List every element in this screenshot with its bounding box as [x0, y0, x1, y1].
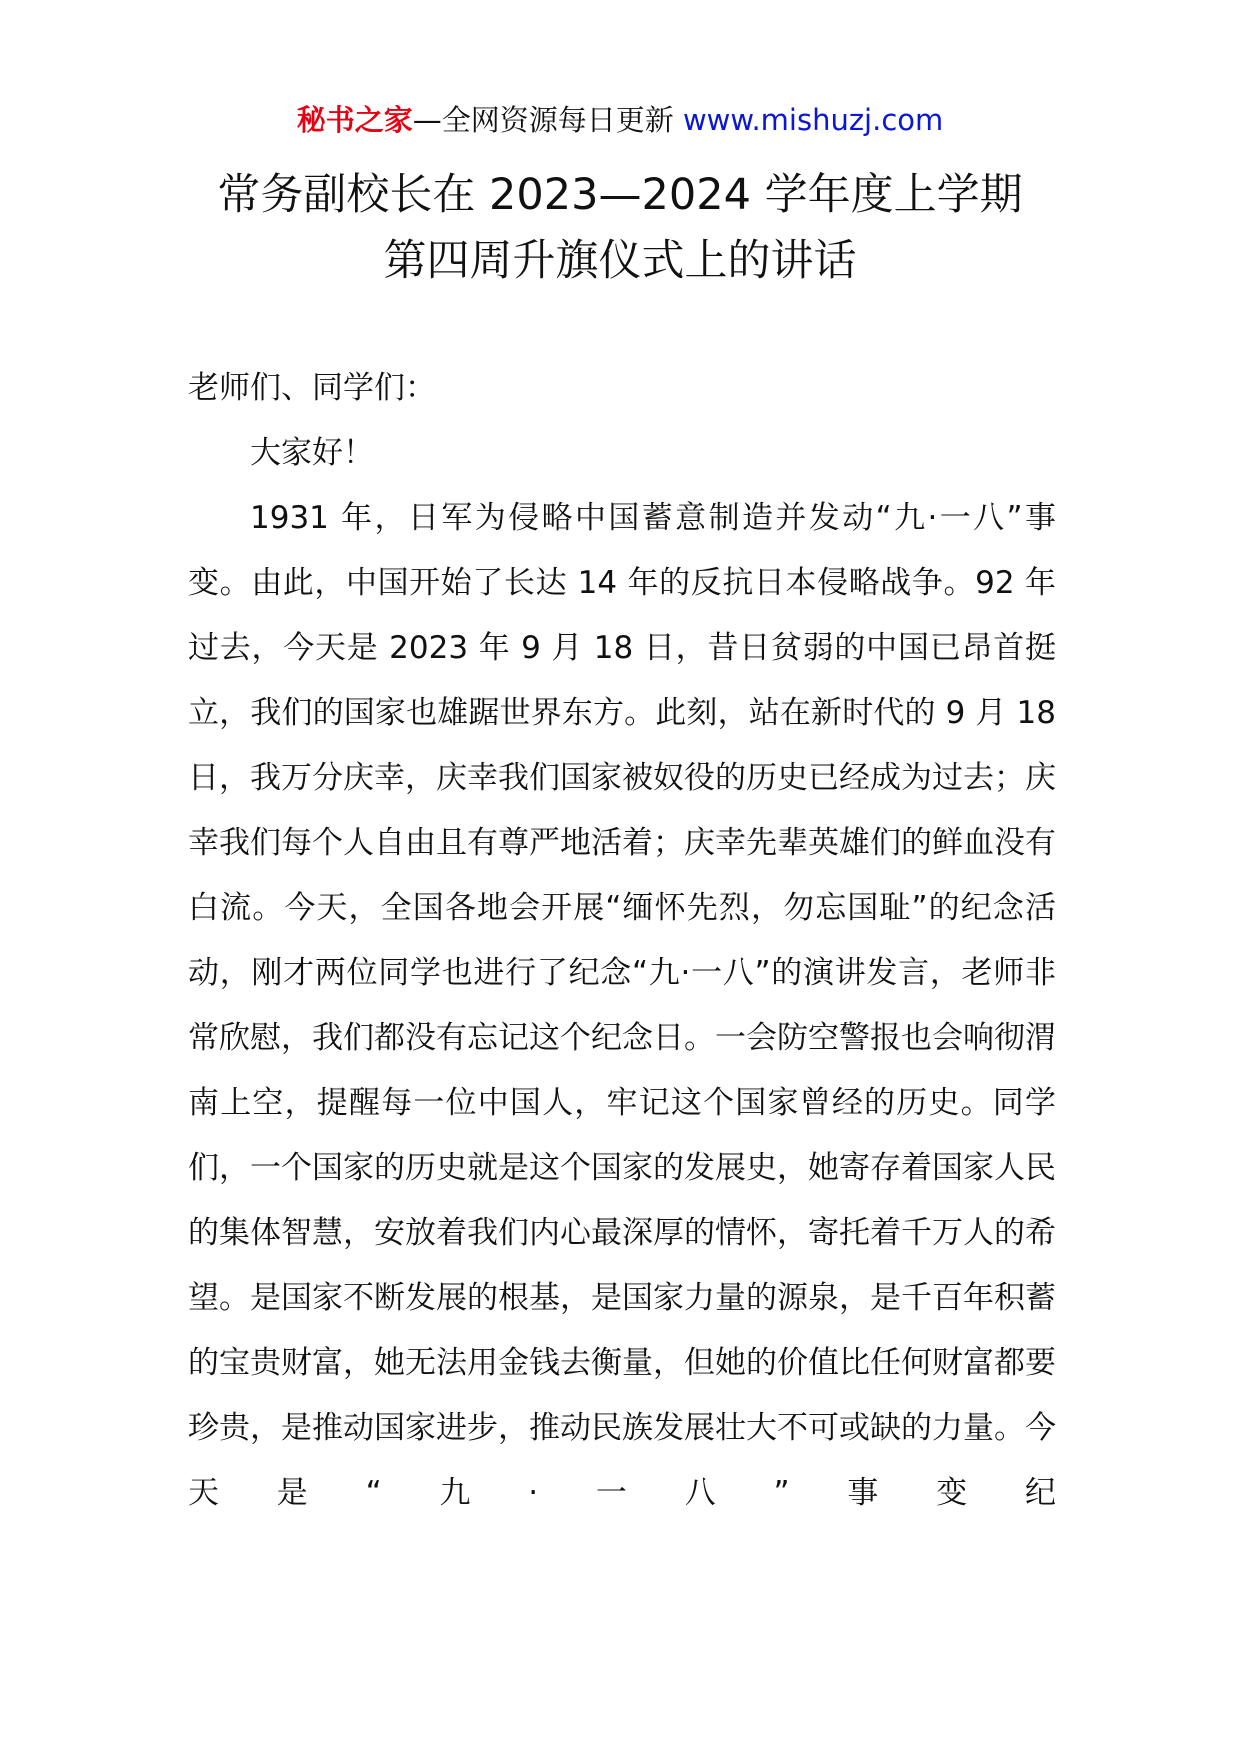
site-header — [0, 100, 1240, 140]
header-tagline: —全网资源每日更新 — [412, 103, 674, 137]
greeting: 大家好！ — [250, 435, 374, 471]
title-line-2: 第四周升旗仪式上的讲话 — [383, 236, 857, 286]
body-paragraph: 1931 年，日军为侵略中国蓄意制造并发动“九·一八”事变。由此，中国开始了长达 14 年的反抗日本侵略战争。92 年过去，今天是 2023 年 9 月 18 日，昔日贫弱的中国已昂首挺立，我们的国家也雄踞世界东方。此刻，站在新时代的 9 月 18 日，我万分庆幸，庆幸我们国家被奴役的历史已经成为过去；庆幸我们每个人自由且有尊严地活着；庆幸先辈英雄们的鲜血没有白流。今天，全国各地会开展“缅怀先烈，勿忘国耻”的纪念活动，刚才两位同学也进行了纪念“九·一八”的演讲发言，老师非常欣慰，我们都没有忘记这个纪念日。一会防空警报也会响彻渭南上空，提醒每一位中国人，牢记这个国家曾经的历史。同学们，一个国家的历史就是这个国家的发展史，她寄存着国家人民的集体智慧，安放着我们内心最深厚的情怀，寄托着千万人的希望。是国家不断发展的根基，是国家力量的源泉，是千百年积蓄的宝贵财富，她无法用金钱去衡量，但她的价值比任何财富都要珍贵，是推动国家进步，推动民族发展壮大不可或缺的力量。今天是“九·一八”事变纪 — [188, 500, 1056, 1511]
brand-name: 秘书之家 — [296, 103, 413, 137]
site-url-link[interactable]: www.mishuzj.com — [682, 103, 944, 137]
document-title — [0, 162, 1240, 294]
title-line-1: 常务副校长在 2023—2024 学年度上学期 — [217, 170, 1023, 220]
document-body — [188, 356, 1056, 1526]
salutation: 老师们、同学们： — [188, 370, 436, 406]
